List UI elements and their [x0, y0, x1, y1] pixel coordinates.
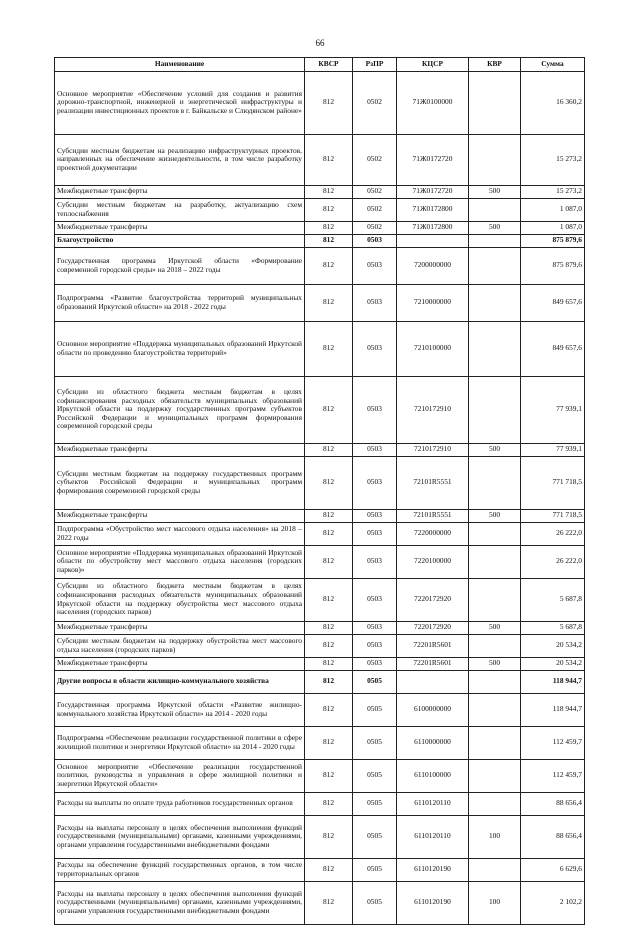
row-name: Основное мероприятие «Поддержка муниципальных образований Иркутской области по обустройству мест массового отдыха населения (городских парков)»: [55, 545, 305, 578]
row-kvsr: 812: [305, 376, 353, 443]
row-kvr: 100: [469, 881, 521, 924]
row-kvr: [469, 321, 521, 376]
row-kvsr: 812: [305, 198, 353, 221]
row-rzpr: 0503: [353, 443, 397, 456]
row-rzpr: 0502: [353, 134, 397, 185]
row-sum: 88 656,4: [521, 815, 585, 858]
table-row: [55, 815, 585, 858]
table-row: [55, 621, 585, 634]
row-kvsr: 812: [305, 578, 353, 621]
row-name: Субсидии из областного бюджета местным бюджетам в целях софинансирования расходных обязательств муниципальных образований Иркутской области на поддержку обустройства мест массового отдыха населения (городских парков): [55, 578, 305, 621]
row-name: Межбюджетные трансферты: [55, 221, 305, 234]
row-sum: 771 718,5: [521, 456, 585, 509]
row-kvr: [469, 759, 521, 792]
row-kvr: [469, 198, 521, 221]
row-kcsr: 7210172910: [397, 443, 469, 456]
table-row: [55, 221, 585, 234]
row-kvr: [469, 670, 521, 693]
row-sum: 875 879,6: [521, 247, 585, 284]
row-sum: 112 459,7: [521, 726, 585, 759]
row-name: Субсидии из областного бюджета местным бюджетам в целях софинансирования расходных обязательств муниципальных образований Иркутской области на поддержку государственных программ субъектов Российской Федерации и муниципальных программ формирования современной городской среды: [55, 376, 305, 443]
row-rzpr: 0505: [353, 726, 397, 759]
row-name: Субсидии местным бюджетам на реализацию инфраструктурных проектов, направленных на обеспечение жизнедеятельности, в том числе разработку проектной документации: [55, 134, 305, 185]
row-sum: 26 222,0: [521, 522, 585, 545]
table-row: [55, 198, 585, 221]
table-row: [55, 522, 585, 545]
row-rzpr: 0503: [353, 509, 397, 522]
row-sum: 118 944,7: [521, 693, 585, 726]
table-row: [55, 247, 585, 284]
table-row: [55, 443, 585, 456]
row-kcsr: 72101R5551: [397, 456, 469, 509]
row-rzpr: 0505: [353, 815, 397, 858]
table-row: [55, 284, 585, 321]
row-kcsr: 7220000000: [397, 522, 469, 545]
row-kvr: [469, 693, 521, 726]
row-sum: 849 657,6: [521, 284, 585, 321]
row-rzpr: 0502: [353, 185, 397, 198]
row-kcsr: [397, 670, 469, 693]
row-rzpr: 0503: [353, 247, 397, 284]
row-kvr: [469, 858, 521, 881]
table-row: [55, 881, 585, 924]
row-name: Подпрограмма «Обеспечение реализации государственной политики в сфере жилищной политики и энергетики Иркутской области» на 2014 - 2020 годы: [55, 726, 305, 759]
row-kvr: [469, 456, 521, 509]
row-kvr: [469, 522, 521, 545]
row-name: Межбюджетные трансферты: [55, 185, 305, 198]
row-kvsr: 812: [305, 509, 353, 522]
table-row: [55, 759, 585, 792]
row-sum: 1 087,0: [521, 198, 585, 221]
row-kvsr: 812: [305, 456, 353, 509]
row-kcsr: 7200000000: [397, 247, 469, 284]
row-kcsr: 6110000000: [397, 726, 469, 759]
table-row: [55, 693, 585, 726]
row-kvsr: 812: [305, 247, 353, 284]
row-kvsr: 812: [305, 134, 353, 185]
row-rzpr: 0505: [353, 693, 397, 726]
row-rzpr: 0503: [353, 621, 397, 634]
row-kcsr: 71Ж0172720: [397, 185, 469, 198]
row-sum: 118 944,7: [521, 670, 585, 693]
row-sum: 1 087,0: [521, 221, 585, 234]
row-sum: 112 459,7: [521, 759, 585, 792]
table-row: [55, 726, 585, 759]
table-row: [55, 578, 585, 621]
table-row: [55, 134, 585, 185]
row-kvr: 100: [469, 815, 521, 858]
row-kcsr: 71Ж0172800: [397, 198, 469, 221]
row-kvsr: 812: [305, 759, 353, 792]
row-kvsr: 812: [305, 792, 353, 815]
table-row: [55, 634, 585, 657]
row-rzpr: 0503: [353, 634, 397, 657]
row-kcsr: 6110120110: [397, 792, 469, 815]
row-kvsr: 812: [305, 443, 353, 456]
row-kcsr: 6110120110: [397, 815, 469, 858]
row-name: Подпрограмма «Развитие благоустройства территорий муниципальных образований Иркутской области» на 2018 - 2022 годы: [55, 284, 305, 321]
row-kcsr: 6110120190: [397, 858, 469, 881]
row-kvsr: 812: [305, 234, 353, 247]
row-sum: 77 939,1: [521, 376, 585, 443]
table-row: [55, 185, 585, 198]
row-kcsr: 6110120190: [397, 881, 469, 924]
row-kcsr: 7210000000: [397, 284, 469, 321]
row-name: Межбюджетные трансферты: [55, 621, 305, 634]
header-sum: Сумма: [521, 58, 585, 72]
row-sum: 88 656,4: [521, 792, 585, 815]
row-rzpr: 0503: [353, 376, 397, 443]
row-sum: 771 718,5: [521, 509, 585, 522]
row-kvsr: 812: [305, 545, 353, 578]
row-sum: 2 102,2: [521, 881, 585, 924]
row-kvr: [469, 792, 521, 815]
row-name: Основное мероприятие «Поддержка муниципальных образований Иркутской области по проведению благоустройства территорий»: [55, 321, 305, 376]
row-rzpr: 0505: [353, 670, 397, 693]
row-kcsr: 72201R5601: [397, 657, 469, 670]
row-name: Субсидии местным бюджетам на поддержку обустройства мест массового отдыха населения (городских парков): [55, 634, 305, 657]
row-kvr: [469, 578, 521, 621]
row-kvr: [469, 726, 521, 759]
row-name: Расходы на выплаты по оплате труда работников государственных органов: [55, 792, 305, 815]
row-kvsr: 812: [305, 881, 353, 924]
row-rzpr: 0505: [353, 759, 397, 792]
table-row: [55, 71, 585, 134]
row-name: Благоустройство: [55, 234, 305, 247]
row-sum: 77 939,1: [521, 443, 585, 456]
row-kcsr: 71Ж0172720: [397, 134, 469, 185]
row-kcsr: 72201R5601: [397, 634, 469, 657]
row-rzpr: 0503: [353, 234, 397, 247]
row-name: Межбюджетные трансферты: [55, 443, 305, 456]
row-rzpr: 0502: [353, 198, 397, 221]
row-kvr: [469, 634, 521, 657]
row-name: Государственная программа Иркутской области «Развитие жилищно-коммунального хозяйства Иркутской области» на 2014 - 2020 годы: [55, 693, 305, 726]
row-name: Субсидии местным бюджетам на разработку, актуализацию схем теплоснабжения: [55, 198, 305, 221]
row-kcsr: 71Ж0100000: [397, 71, 469, 134]
row-kvsr: 812: [305, 858, 353, 881]
row-name: Подпрограмма «Обустройство мест массового отдыха населения» на 2018 – 2022 годы: [55, 522, 305, 545]
row-kvsr: 812: [305, 221, 353, 234]
row-kcsr: 6110100000: [397, 759, 469, 792]
row-rzpr: 0503: [353, 456, 397, 509]
row-kvr: [469, 545, 521, 578]
header-name: Наименование: [55, 58, 305, 72]
table-row: [55, 657, 585, 670]
row-kvsr: 812: [305, 284, 353, 321]
row-kvr: [469, 134, 521, 185]
row-rzpr: 0502: [353, 71, 397, 134]
row-kcsr: 7220172920: [397, 621, 469, 634]
row-kvsr: 812: [305, 634, 353, 657]
row-sum: 15 273,2: [521, 185, 585, 198]
row-kvsr: 812: [305, 670, 353, 693]
table-row: [55, 858, 585, 881]
table-row: [55, 321, 585, 376]
row-kvr: 500: [469, 185, 521, 198]
row-kvsr: 812: [305, 185, 353, 198]
row-sum: 849 657,6: [521, 321, 585, 376]
header-kvr: КВР: [469, 58, 521, 72]
row-name: Основное мероприятие «Обеспечение реализации государственной политики, руководства и управления в сфере жилищной политики и энергетики Иркутской области»: [55, 759, 305, 792]
row-rzpr: 0505: [353, 792, 397, 815]
row-kvr: [469, 247, 521, 284]
row-sum: 20 534,2: [521, 634, 585, 657]
row-sum: 26 222,0: [521, 545, 585, 578]
row-kcsr: 7210172910: [397, 376, 469, 443]
row-kvr: [469, 234, 521, 247]
row-rzpr: 0503: [353, 522, 397, 545]
row-rzpr: 0503: [353, 578, 397, 621]
row-kcsr: 72101R5551: [397, 509, 469, 522]
row-kvr: [469, 284, 521, 321]
row-kvsr: 812: [305, 71, 353, 134]
table-row: [55, 376, 585, 443]
table-row: [55, 509, 585, 522]
row-kvr: [469, 71, 521, 134]
row-kvsr: 812: [305, 815, 353, 858]
row-rzpr: 0505: [353, 881, 397, 924]
row-kvsr: 812: [305, 321, 353, 376]
row-name: Расходы на выплаты персоналу в целях обеспечения выполнения функций государственными (муниципальными) органами, казенными учреждениями, органами управления государственными внебюджетными фондами: [55, 881, 305, 924]
row-rzpr: 0503: [353, 657, 397, 670]
table-header-row: [55, 58, 585, 72]
row-kvr: 500: [469, 443, 521, 456]
row-kvr: 500: [469, 221, 521, 234]
row-kvsr: 812: [305, 621, 353, 634]
row-kvr: [469, 376, 521, 443]
row-name: Основное мероприятие «Обеспечение условий для создания и развития дорожно-транспортной, инженерной и энергетической инфраструктуры и реализации инвестиционных проектов в г. Байкальске и Слюдянском районе»: [55, 71, 305, 134]
row-rzpr: 0503: [353, 284, 397, 321]
table-row: [55, 545, 585, 578]
row-kvsr: 812: [305, 693, 353, 726]
row-name: Другие вопросы в области жилищно-коммунального хозяйства: [55, 670, 305, 693]
row-sum: 15 273,2: [521, 134, 585, 185]
row-rzpr: 0503: [353, 321, 397, 376]
row-rzpr: 0505: [353, 858, 397, 881]
row-kvr: 500: [469, 621, 521, 634]
page-number: 66: [315, 38, 325, 48]
row-rzpr: 0502: [353, 221, 397, 234]
row-name: Межбюджетные трансферты: [55, 509, 305, 522]
row-kcsr: 6100000000: [397, 693, 469, 726]
row-sum: 5 687,8: [521, 578, 585, 621]
header-kcsr: КЦСР: [397, 58, 469, 72]
row-kcsr: 7220172920: [397, 578, 469, 621]
header-rzpr: РзПР: [353, 58, 397, 72]
table-row: [55, 234, 585, 247]
row-name: Межбюджетные трансферты: [55, 657, 305, 670]
table-row: [55, 670, 585, 693]
row-kcsr: [397, 234, 469, 247]
row-kcsr: 71Ж0172800: [397, 221, 469, 234]
row-sum: 20 534,2: [521, 657, 585, 670]
row-sum: 6 629,6: [521, 858, 585, 881]
row-kvr: 500: [469, 509, 521, 522]
budget-table: [54, 57, 585, 925]
header-kvsr: КВСР: [305, 58, 353, 72]
table-row: [55, 456, 585, 509]
row-kcsr: 7210100000: [397, 321, 469, 376]
row-kvsr: 812: [305, 522, 353, 545]
row-kcsr: 7220100000: [397, 545, 469, 578]
row-kvsr: 812: [305, 726, 353, 759]
row-sum: 16 360,2: [521, 71, 585, 134]
row-name: Государственная программа Иркутской области «Формирование современной городской среды» на 2018 – 2022 годы: [55, 247, 305, 284]
row-sum: 5 687,8: [521, 621, 585, 634]
row-kvsr: 812: [305, 657, 353, 670]
row-name: Расходы на обеспечение функций государственных органов, в том числе территориальных органов: [55, 858, 305, 881]
table-row: [55, 792, 585, 815]
row-rzpr: 0503: [353, 545, 397, 578]
row-name: Субсидии местным бюджетам на поддержку государственных программ субъектов Российской Федерации и муниципальных программ формирования современной городской среды: [55, 456, 305, 509]
row-sum: 875 879,6: [521, 234, 585, 247]
row-kvr: 500: [469, 657, 521, 670]
row-name: Расходы на выплаты персоналу в целях обеспечения выполнения функций государственными (муниципальными) органами, казенными учреждениями, органами управления государственными внебюджетными фондами: [55, 815, 305, 858]
